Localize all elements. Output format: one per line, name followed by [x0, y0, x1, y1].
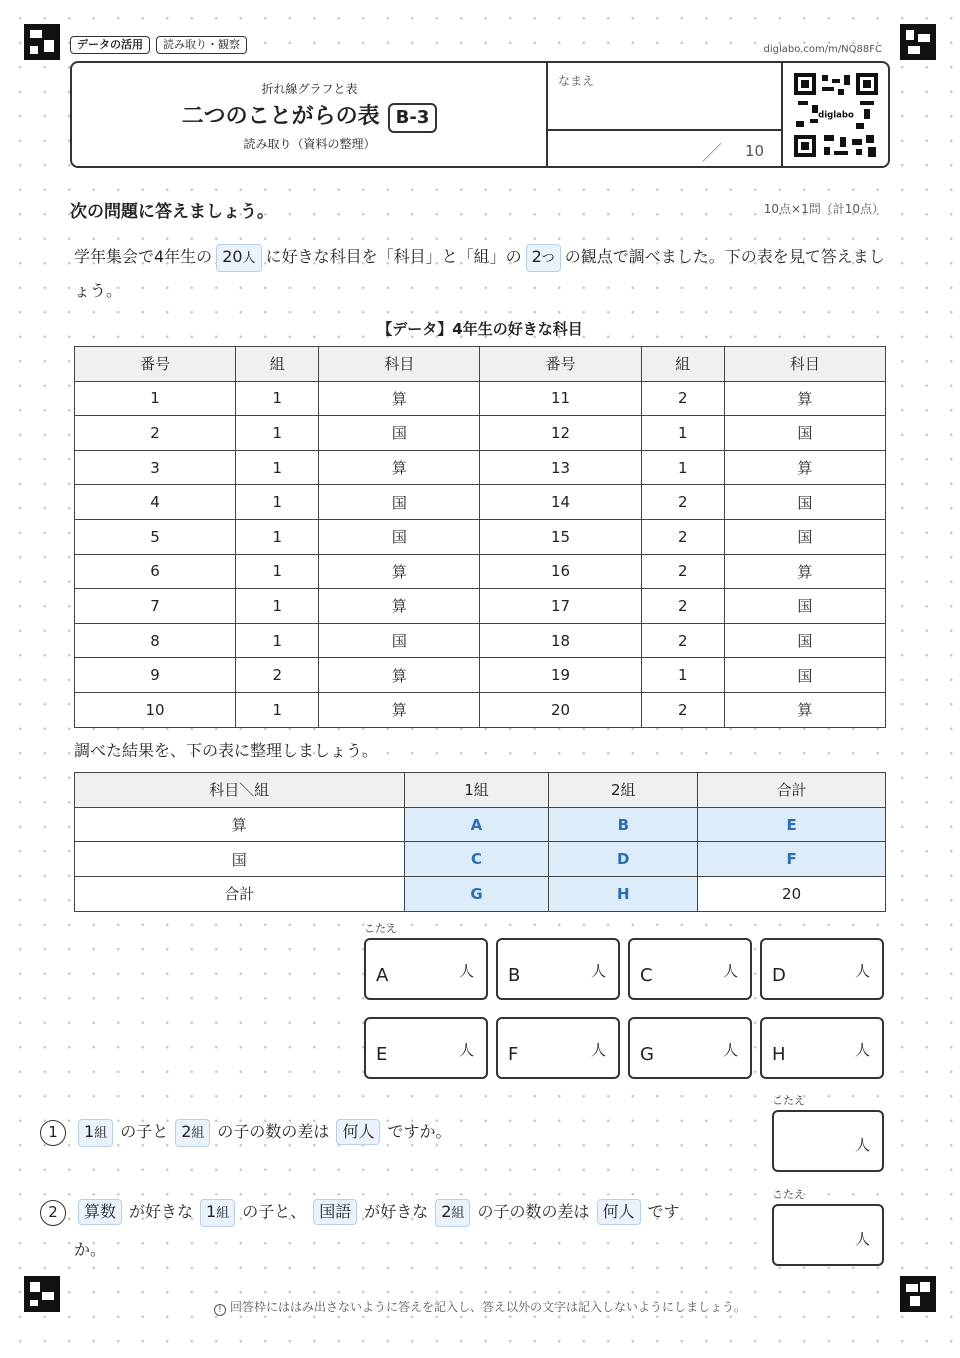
worksheet-title — [72, 99, 547, 133]
data-cell: 8 — [75, 623, 236, 658]
data-row — [75, 381, 886, 416]
data-row — [75, 450, 886, 485]
summary-cell: 算 — [75, 807, 405, 842]
data-cell: 算 — [724, 692, 885, 727]
keyword-text: 1 — [84, 1122, 95, 1141]
skill-tag: 読み取り・観察 — [156, 36, 247, 54]
answer-unit: 人 — [854, 1230, 870, 1248]
qr-code-icon — [794, 73, 878, 157]
question-number: 2 — [40, 1200, 66, 1226]
question-2-answer-box[interactable] — [772, 1204, 884, 1266]
student-count-box: 20人 — [216, 244, 261, 272]
data-cell: 2 — [641, 485, 724, 520]
answer-box-letter: D — [772, 965, 786, 986]
data-cell: 算 — [724, 450, 885, 485]
answer-box-c[interactable] — [628, 938, 752, 1000]
data-cell: 1 — [236, 485, 319, 520]
points-info: 10点×1問（計10点） — [763, 202, 884, 216]
data-header-cell: 組 — [236, 347, 319, 382]
data-cell: 18 — [480, 623, 641, 658]
info-icon: ! — [214, 1304, 226, 1316]
header-subtitle: 折れ線グラフと表 — [261, 82, 358, 96]
summary-header-cell: 1組 — [404, 773, 549, 808]
answer-box-unit: 人 — [458, 1041, 474, 1059]
data-cell: 国 — [319, 623, 480, 658]
summary-blank-cell: F — [698, 842, 886, 877]
summary-blank-cell: D — [549, 842, 698, 877]
question-text: の子と、 — [242, 1202, 307, 1221]
answer-box-letter: G — [640, 1044, 654, 1065]
answer-box-letter: E — [376, 1044, 388, 1065]
summary-blank-cell: H — [549, 877, 698, 912]
data-cell: 7 — [75, 589, 236, 624]
answer-box-letter: F — [508, 1044, 519, 1065]
data-cell: 2 — [641, 589, 724, 624]
keyword-box — [78, 1119, 113, 1147]
data-cell: 1 — [236, 589, 319, 624]
name-label: なまえ — [558, 74, 595, 88]
keyword-box — [336, 1119, 380, 1145]
header-caption: 読み取り（資料の整理） — [243, 137, 376, 151]
worksheet-url: diglabo.com/m/NQ88FC — [763, 44, 882, 55]
data-header-cell: 科目 — [724, 347, 885, 382]
data-cell: 6 — [75, 554, 236, 589]
question-text: ですか。 — [387, 1122, 452, 1141]
data-cell: 算 — [319, 658, 480, 693]
data-cell: 2 — [641, 519, 724, 554]
question-text: の子の数の差は — [217, 1122, 330, 1141]
question-text: の子と — [120, 1122, 169, 1141]
answer-box-letter: C — [640, 965, 653, 986]
data-row — [75, 658, 886, 693]
data-cell: 国 — [724, 416, 885, 451]
data-cell: 13 — [480, 450, 641, 485]
data-cell: 算 — [319, 450, 480, 485]
data-cell: 1 — [236, 554, 319, 589]
keyword-box — [313, 1199, 357, 1225]
data-cell: 1 — [75, 381, 236, 416]
data-cell: 15 — [480, 519, 641, 554]
data-cell: 国 — [319, 485, 480, 520]
summary-cell: 20 — [698, 877, 886, 912]
instruction-text: 次の問題に答えましょう。 — [70, 202, 274, 222]
name-field[interactable] — [548, 93, 780, 127]
keyword-suffix: 組 — [94, 1126, 108, 1141]
summary-blank-cell: E — [698, 807, 886, 842]
question-1-answer-box[interactable] — [772, 1110, 884, 1172]
data-cell: 1 — [641, 416, 724, 451]
viewpoint-count-box: 2つ — [526, 244, 561, 272]
data-row — [75, 589, 886, 624]
data-row — [75, 554, 886, 589]
answer-box-unit: 人 — [590, 1041, 606, 1059]
question-text-tail: か。 — [74, 1240, 107, 1259]
data-cell: 国 — [724, 658, 885, 693]
keyword-text: 何人 — [342, 1122, 375, 1141]
answer-box-unit: 人 — [854, 1041, 870, 1059]
data-cell: 算 — [319, 554, 480, 589]
data-cell: 算 — [319, 381, 480, 416]
keyword-text: 国語 — [319, 1202, 352, 1221]
data-cell: 2 — [641, 554, 724, 589]
score-slash: ／ — [702, 141, 722, 165]
data-table-title: 【データ】4年生の好きな科目 — [377, 320, 583, 338]
data-cell: 20 — [480, 692, 641, 727]
data-cell: 2 — [75, 416, 236, 451]
data-table — [74, 346, 886, 728]
data-cell: 3 — [75, 450, 236, 485]
answer-box-letter: A — [376, 965, 389, 986]
summary-blank-cell: G — [404, 877, 549, 912]
question-text: が好きな — [364, 1202, 429, 1221]
data-cell: 2 — [236, 658, 319, 693]
data-cell: 算 — [724, 554, 885, 589]
level-code: B-3 — [388, 103, 438, 133]
keyword-box — [200, 1199, 235, 1227]
category-tag: データの活用 — [70, 36, 150, 54]
keyword-box — [435, 1199, 470, 1227]
data-cell: 1 — [236, 692, 319, 727]
summary-header-cell: 合計 — [698, 773, 886, 808]
keyword-suffix: 組 — [191, 1126, 205, 1141]
data-cell: 1 — [641, 658, 724, 693]
keyword-text: 何人 — [602, 1202, 635, 1221]
keyword-box — [78, 1199, 122, 1225]
data-cell: 国 — [724, 485, 885, 520]
keyword-text: 2 — [181, 1122, 192, 1141]
title-text: 二つのことがらの表 — [181, 104, 380, 129]
answers-label: こたえ — [364, 922, 397, 935]
data-header-cell: 科目 — [319, 347, 480, 382]
question-text: です — [647, 1202, 680, 1221]
question-1 — [40, 1113, 740, 1151]
question-text: の子の数の差は — [477, 1202, 590, 1221]
answer-box-b[interactable] — [496, 938, 620, 1000]
data-cell: 2 — [641, 692, 724, 727]
worksheet-header — [70, 61, 890, 168]
answer-box-unit: 人 — [458, 962, 474, 980]
score-total: 10 — [745, 142, 765, 160]
answer-box-h[interactable] — [760, 1017, 884, 1079]
data-row — [75, 519, 886, 554]
summary-table — [74, 772, 886, 912]
data-cell: 14 — [480, 485, 641, 520]
data-cell: 算 — [319, 692, 480, 727]
data-cell: 国 — [724, 519, 885, 554]
question-number: 1 — [40, 1120, 66, 1146]
data-header-cell: 組 — [641, 347, 724, 382]
data-cell: 算 — [319, 589, 480, 624]
summary-header-cell: 2組 — [549, 773, 698, 808]
summary-cell: 国 — [75, 842, 405, 877]
data-cell: 1 — [236, 519, 319, 554]
answer-box-d[interactable] — [760, 938, 884, 1000]
data-row — [75, 416, 886, 451]
keyword-box — [175, 1119, 210, 1147]
data-cell: 12 — [480, 416, 641, 451]
corner-marker-top-left — [24, 24, 60, 60]
keyword-box — [597, 1199, 641, 1225]
summary-blank-cell: C — [404, 842, 549, 877]
data-row — [75, 692, 886, 727]
data-cell: 9 — [75, 658, 236, 693]
qr-label: diglabo — [818, 110, 854, 121]
question-text: が好きな — [129, 1202, 194, 1221]
keyword-text: 2 — [441, 1202, 452, 1221]
answer-box-unit: 人 — [722, 962, 738, 980]
data-cell: 17 — [480, 589, 641, 624]
data-cell: 1 — [236, 381, 319, 416]
problem-statement: 学年集会で4年生の 20人 に好きな科目を「科目」と「組」の 2つ の観点で調べました。下の表を見て答えましょう。 — [74, 240, 886, 308]
summary-blank-cell: A — [404, 807, 549, 842]
answer-box-unit: 人 — [590, 962, 606, 980]
question-answer-label: こたえ — [772, 1188, 805, 1201]
data-cell: 国 — [319, 519, 480, 554]
answer-box-unit: 人 — [854, 962, 870, 980]
data-cell: 国 — [319, 416, 480, 451]
answer-box-unit: 人 — [722, 1041, 738, 1059]
keyword-text: 1 — [206, 1202, 217, 1221]
summary-caption: 調べた結果を、下の表に整理しましょう。 — [74, 741, 379, 760]
summary-row — [75, 807, 886, 842]
answer-box-e[interactable] — [364, 1017, 488, 1079]
data-cell: 1 — [236, 450, 319, 485]
data-header-cell: 番号 — [480, 347, 641, 382]
data-row — [75, 485, 886, 520]
summary-row — [75, 842, 886, 877]
data-cell: 4 — [75, 485, 236, 520]
keyword-suffix: 組 — [216, 1206, 230, 1221]
summary-header-cell: 科目＼組 — [75, 773, 405, 808]
data-cell: 国 — [724, 623, 885, 658]
answer-box-g[interactable] — [628, 1017, 752, 1079]
data-row — [75, 623, 886, 658]
data-cell: 5 — [75, 519, 236, 554]
question-answer-label: こたえ — [772, 1094, 805, 1107]
data-cell: 2 — [641, 381, 724, 416]
answer-box-f[interactable] — [496, 1017, 620, 1079]
data-cell: 1 — [236, 416, 319, 451]
data-cell: 国 — [724, 589, 885, 624]
corner-marker-top-right — [900, 24, 936, 60]
data-cell: 11 — [480, 381, 641, 416]
data-cell: 1 — [641, 450, 724, 485]
keyword-text: 算数 — [84, 1202, 117, 1221]
data-cell: 19 — [480, 658, 641, 693]
data-cell: 算 — [724, 381, 885, 416]
answer-box-letter: H — [772, 1044, 786, 1065]
footer-note: ! 回答枠にははみ出さないように答えを記入し、答え以外の文字は記入しないようにしましょう。 — [0, 1298, 960, 1316]
keyword-suffix: 組 — [451, 1206, 465, 1221]
summary-row — [75, 877, 886, 912]
answer-box-a[interactable] — [364, 938, 488, 1000]
summary-blank-cell: B — [549, 807, 698, 842]
question-2 — [40, 1193, 740, 1269]
summary-cell: 合計 — [75, 877, 405, 912]
data-header-cell: 番号 — [75, 347, 236, 382]
answer-box-letter: B — [508, 965, 521, 986]
answer-unit: 人 — [854, 1136, 870, 1154]
data-cell: 10 — [75, 692, 236, 727]
data-cell: 1 — [236, 623, 319, 658]
data-cell: 2 — [641, 623, 724, 658]
data-cell: 16 — [480, 554, 641, 589]
